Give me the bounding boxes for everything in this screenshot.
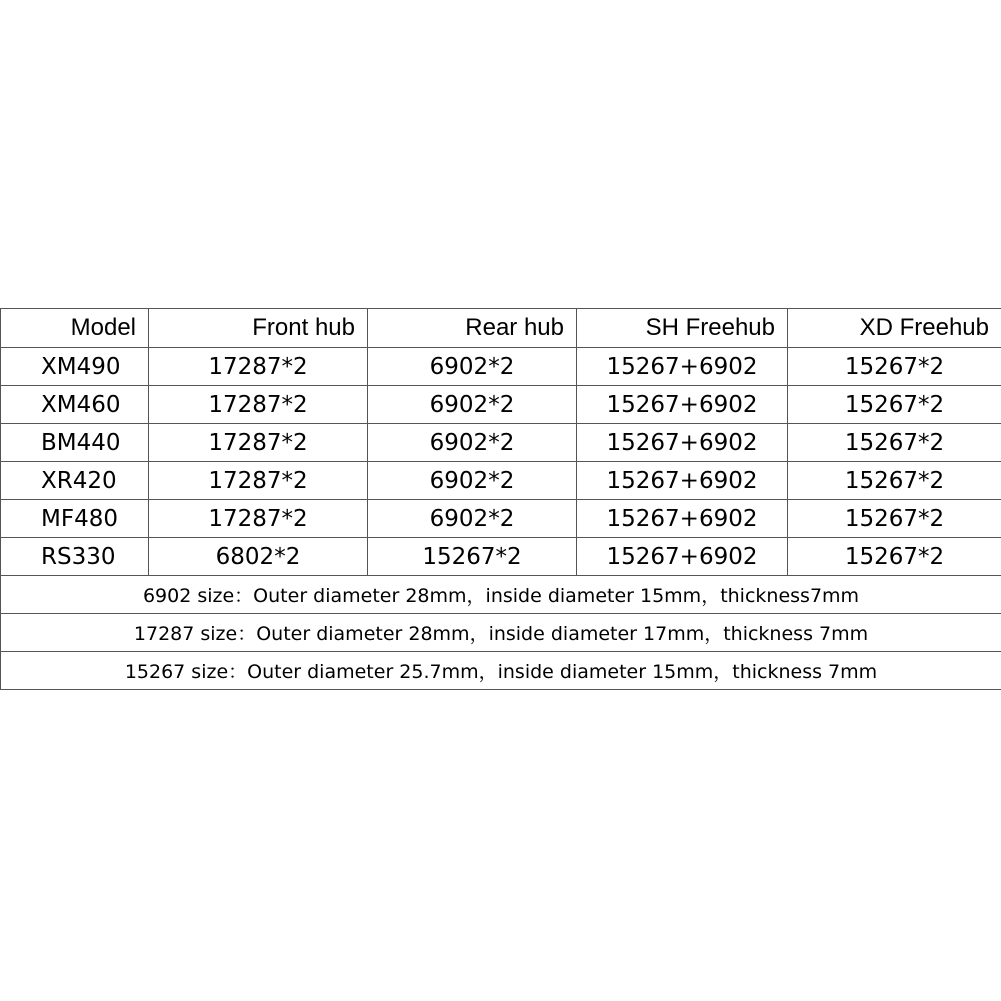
table-row [1,500,1001,538]
cell-front-hub: 17287*2 [149,462,368,500]
table-row [1,462,1001,500]
note-17287-size: 17287 size：Outer diameter 28mm，inside diameter 17mm，thickness 7mm [1,614,1001,652]
header-sh-freehub: SH Freehub [577,309,788,348]
cell-front-hub: 17287*2 [149,424,368,462]
bearing-spec-table [0,308,1001,690]
note-row [1,576,1001,614]
table-header-row [1,309,1001,348]
cell-xd-freehub: 15267*2 [788,348,1001,386]
table-row [1,348,1001,386]
cell-rear-hub: 6902*2 [368,424,577,462]
header-xd-freehub: XD Freehub [788,309,1001,348]
header-rear-hub: Rear hub [368,309,577,348]
header-model: Model [1,309,149,348]
cell-xd-freehub: 15267*2 [788,538,1001,576]
cell-rear-hub: 6902*2 [368,348,577,386]
cell-model: XR420 [1,462,149,500]
cell-xd-freehub: 15267*2 [788,424,1001,462]
note-row [1,614,1001,652]
cell-sh-freehub: 15267+6902 [577,538,788,576]
table-row [1,424,1001,462]
cell-model: XM460 [1,386,149,424]
cell-model: XM490 [1,348,149,386]
cell-rear-hub: 15267*2 [368,538,577,576]
cell-sh-freehub: 15267+6902 [577,348,788,386]
cell-front-hub: 17287*2 [149,348,368,386]
cell-sh-freehub: 15267+6902 [577,462,788,500]
table-row [1,538,1001,576]
header-front-hub: Front hub [149,309,368,348]
cell-xd-freehub: 15267*2 [788,462,1001,500]
note-6902-size: 6902 size：Outer diameter 28mm，inside diameter 15mm，thickness7mm [1,576,1001,614]
cell-xd-freehub: 15267*2 [788,500,1001,538]
cell-rear-hub: 6902*2 [368,500,577,538]
cell-sh-freehub: 15267+6902 [577,386,788,424]
cell-xd-freehub: 15267*2 [788,386,1001,424]
cell-front-hub: 6802*2 [149,538,368,576]
note-15267-size: 15267 size：Outer diameter 25.7mm，inside diameter 15mm，thickness 7mm [1,652,1001,690]
cell-rear-hub: 6902*2 [368,386,577,424]
cell-front-hub: 17287*2 [149,500,368,538]
note-row [1,652,1001,690]
cell-model: RS330 [1,538,149,576]
cell-front-hub: 17287*2 [149,386,368,424]
cell-model: BM440 [1,424,149,462]
cell-sh-freehub: 15267+6902 [577,424,788,462]
cell-model: MF480 [1,500,149,538]
table-row [1,386,1001,424]
cell-sh-freehub: 15267+6902 [577,500,788,538]
cell-rear-hub: 6902*2 [368,462,577,500]
